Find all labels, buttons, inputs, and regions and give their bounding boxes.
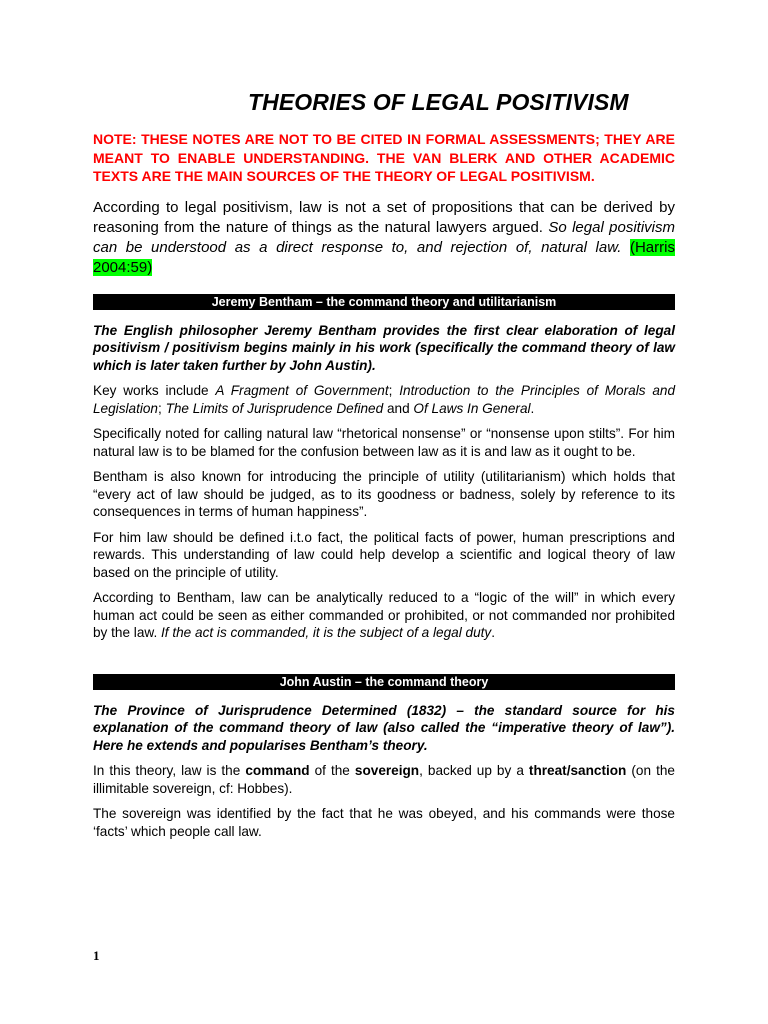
command-text: of the bbox=[309, 763, 355, 778]
term-threat-sanction: threat/sanction bbox=[528, 763, 627, 778]
citation-note: NOTE: THESE NOTES ARE NOT TO BE CITED IN FORMAL ASSESSMENTS; THEY ARE MEANT TO ENABLE UNDERSTANDING. THE VAN BLERK AND OTHER ACADEMIC TEXTS ARE THE MAIN SOURCES OF THE THEORY OF LEGAL POSITIVISM. bbox=[93, 131, 675, 184]
works-separator: ; bbox=[158, 400, 166, 416]
intro-text: According to legal positivism, law is not a set of propositions that can be derived by reasoning from the nature of things as the natural lawyers argued. bbox=[93, 198, 675, 236]
intro-paragraph bbox=[93, 198, 675, 278]
works-separator: ; bbox=[388, 383, 400, 398]
document-page bbox=[93, 88, 675, 848]
bentham-will-paragraph bbox=[93, 589, 675, 642]
intro-italic-text: So legal positivism can be understood as a direct response to, and rejection of, natural law. bbox=[93, 218, 676, 256]
works-conjunction: and bbox=[383, 400, 414, 416]
highlighted-citation: (Harris 2004:59) bbox=[93, 238, 675, 276]
austin-lead-paragraph: The Province of Jurisprudence Determined (1832) – the standard source for his explanation of the command theory of law (also called the “imperative theory of law”). Here he extends and popularises Bentham’s theory. bbox=[93, 702, 675, 753]
work-title-of-laws: Of Laws In General bbox=[413, 400, 531, 416]
austin-command-paragraph bbox=[93, 762, 675, 797]
command-text: , backed up by a bbox=[419, 763, 529, 778]
section-spacer bbox=[93, 650, 675, 674]
page-number: 1 bbox=[93, 948, 100, 963]
command-text: (on the illimitable sovereign, cf: Hobbes). bbox=[93, 763, 675, 796]
term-sovereign: sovereign bbox=[354, 763, 420, 778]
bentham-fact-paragraph: For him law should be defined i.t.o fact, the political facts of power, human prescriptions and rewards. This understanding of law could help develop a scientific and logical theory of law based on the principle of utility. bbox=[93, 529, 675, 580]
section-heading-bentham: Jeremy Bentham – the command theory and utilitarianism bbox=[93, 294, 675, 310]
work-title-fragment: A Fragment of Government bbox=[215, 383, 389, 398]
bentham-works-paragraph bbox=[93, 382, 675, 417]
bentham-nonsense-paragraph: Specifically noted for calling natural law “rhetorical nonsense” or “nonsense upon stilts”. For him natural law is to be blamed for the confusion between law as it is and law as it ought to be. bbox=[93, 426, 675, 459]
section-heading-austin: John Austin – the command theory bbox=[93, 674, 675, 690]
page-title: THEORIES OF LEGAL POSITIVISM bbox=[248, 89, 629, 115]
will-text: According to Bentham, law can be analytically reduced to a “logic of the will” in which every human act could be seen as either commanded or prohibited, or not commanded nor prohibited by the law. bbox=[93, 590, 675, 640]
works-prefix: Key works include bbox=[93, 383, 216, 398]
work-title-limits: The Limits of Jurisprudence Defined bbox=[165, 400, 384, 416]
works-period: . bbox=[530, 400, 535, 416]
will-italic-text: If the act is commanded, it is the subject of a legal duty bbox=[161, 625, 492, 640]
will-period: . bbox=[491, 625, 495, 640]
bentham-utility-paragraph: Bentham is also known for introducing the principle of utility (utilitarianism) which holds that “every act of law should be judged, as to its goodness or badness, solely by reference to its consequences in terms of human happiness”. bbox=[93, 469, 675, 519]
command-text: In this theory, law is the bbox=[93, 763, 246, 778]
austin-sovereign-paragraph: The sovereign was identified by the fact that he was obeyed, and his commands were those ‘facts’ which people call law. bbox=[93, 806, 675, 839]
term-command: command bbox=[245, 763, 310, 778]
bentham-lead-paragraph: The English philosopher Jeremy Bentham provides the first clear elaboration of legal positivism / positivism begins mainly in his work (specifically the command theory of law which is later taken further by John Austin). bbox=[93, 322, 675, 373]
work-title-introduction: Introduction to the Principles of Morals and Legislation bbox=[93, 383, 675, 416]
